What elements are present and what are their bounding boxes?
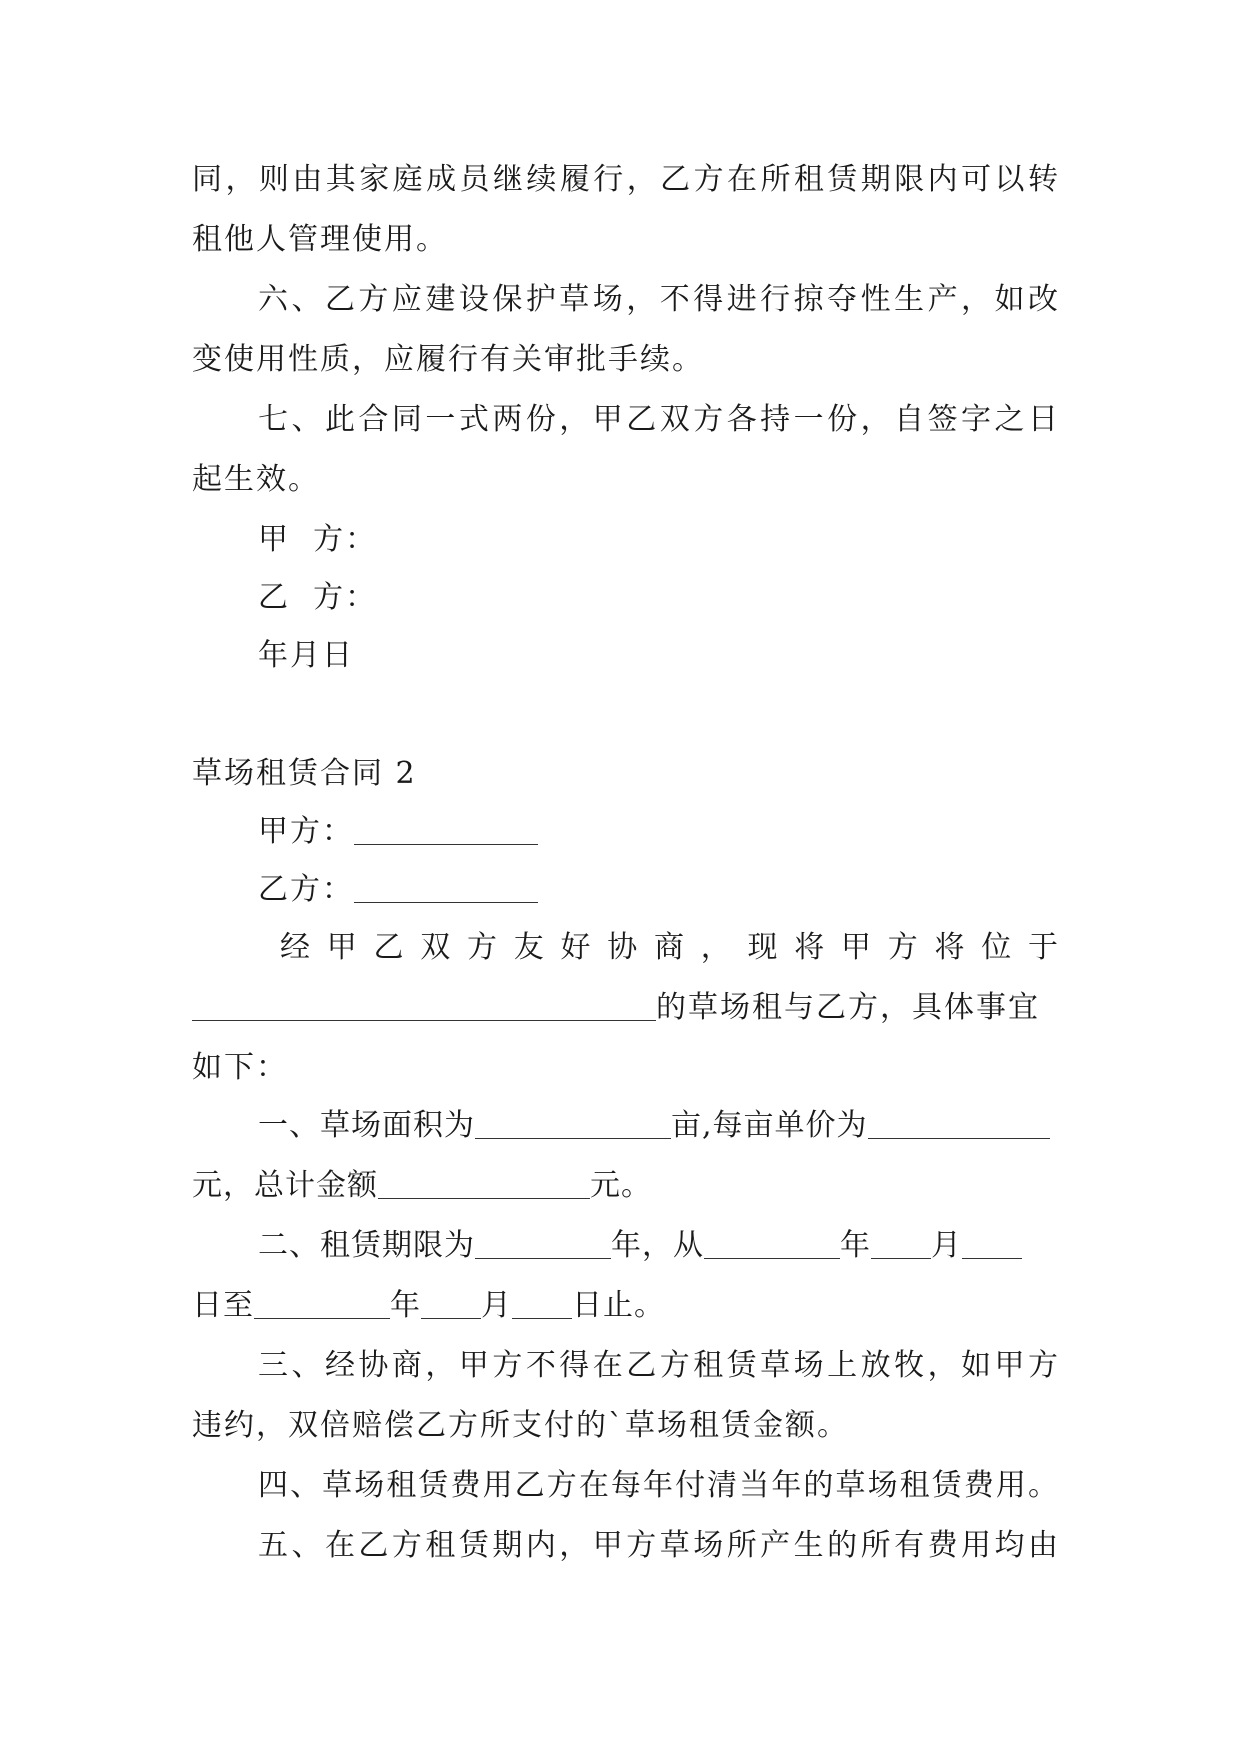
intro-line-2 xyxy=(192,978,1058,1038)
intro-text: 的草场租与乙方，具体事宜 xyxy=(656,990,1040,1025)
clause-two-line-2 xyxy=(192,1276,1058,1336)
contract-2-title: 草场租赁合同 2 xyxy=(192,756,417,791)
clause-two-text: 日至 xyxy=(192,1288,254,1323)
clause-two-text: 年，从 xyxy=(611,1228,704,1263)
clause-two-text: 年 xyxy=(390,1288,421,1323)
paragraph-line: 起生效。 xyxy=(192,462,320,497)
party-a-line xyxy=(192,802,1058,862)
intro-line: 经 甲 乙 双 方 友 好 协 商 ， 现 将 甲 方 将 位 于 xyxy=(280,930,1058,965)
clause-two-text: 月 xyxy=(481,1288,512,1323)
clause-four-line: 四、草场租赁费用乙方在每年付清当年的草场租赁费用。 xyxy=(258,1468,1058,1503)
party-a-signature: 甲 方： xyxy=(258,522,378,557)
clause-one-text: 元，总计金额 xyxy=(192,1168,378,1203)
end-day-blank xyxy=(512,1282,572,1319)
party-a-label: 甲方： xyxy=(258,814,354,849)
term-years-blank xyxy=(475,1222,611,1259)
clause-two-text: 年 xyxy=(840,1228,871,1263)
paragraph-line: 租他人管理使用。 xyxy=(192,222,448,257)
party-b-signature: 乙 方： xyxy=(258,580,378,615)
clause-three-line-2: 违约，双倍赔偿乙方所支付的`草场租赁金额。 xyxy=(192,1408,849,1443)
clause-five-line: 五、在乙方租赁期内，甲方草场所产生的所有费用均由 xyxy=(258,1528,1058,1563)
location-blank xyxy=(192,984,656,1021)
end-month-blank xyxy=(421,1282,481,1319)
intro-line-3: 如下： xyxy=(192,1050,288,1085)
start-month-blank xyxy=(871,1222,931,1259)
clause-one-text: 亩,每亩单价为 xyxy=(671,1108,868,1143)
clause-two-text: 日止。 xyxy=(572,1288,665,1323)
paragraph-line: 变使用性质，应履行有关审批手续。 xyxy=(192,342,704,377)
clause-one-line xyxy=(192,1096,1058,1156)
clause-one-text: 元。 xyxy=(590,1168,652,1203)
clause-two-text: 二、租赁期限为 xyxy=(258,1228,475,1263)
total-amount-blank xyxy=(378,1162,590,1199)
party-a-blank xyxy=(354,808,538,845)
signature-date: 年月日 xyxy=(258,638,354,673)
clause-one-text: 一、草场面积为 xyxy=(258,1108,475,1143)
party-b-blank xyxy=(354,866,538,903)
start-year-blank xyxy=(704,1222,840,1259)
clause-six-line: 六、乙方应建设保护草场，不得进行掠夺性生产，如改 xyxy=(258,282,1058,317)
clause-three-line: 三、经协商，甲方不得在乙方租赁草场上放牧，如甲方 xyxy=(258,1348,1058,1383)
clause-two-line xyxy=(192,1216,1058,1276)
clause-two-text: 月 xyxy=(931,1228,962,1263)
clause-seven-line: 七、此合同一式两份，甲乙双方各持一份，自签字之日 xyxy=(258,402,1058,437)
clause-one-line-2 xyxy=(192,1156,1058,1216)
paragraph-line: 同，则由其家庭成员继续履行，乙方在所租赁期限内可以转 xyxy=(192,162,1058,197)
end-year-blank xyxy=(254,1282,390,1319)
start-day-blank xyxy=(962,1222,1022,1259)
party-b-label: 乙方： xyxy=(258,872,354,907)
unit-price-blank xyxy=(868,1102,1050,1139)
area-blank xyxy=(475,1102,671,1139)
party-b-line xyxy=(192,860,1058,920)
